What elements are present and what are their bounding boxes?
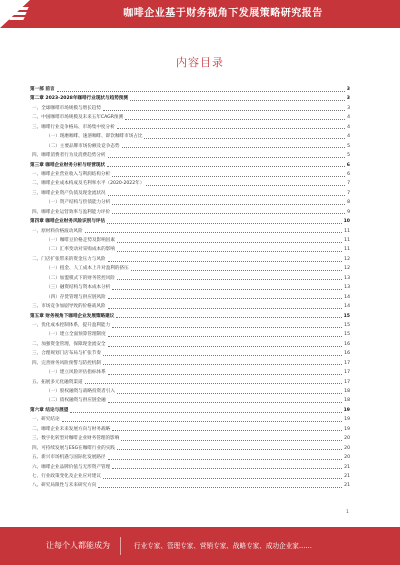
toc-entry-text: 三、咖啡行业竞争格局、市场集中度分析 [32,123,116,132]
toc-leader-dots [108,308,343,309]
toc-entry-text: 第四章 咖啡企业财务风险识别与评估 [30,217,106,226]
toc-leader-dots [125,119,345,120]
toc-leader-dots [112,289,342,290]
toc-entry[interactable] [30,321,350,330]
toc-entry[interactable] [30,453,350,462]
toc-entry-text: 三、数字化转型对咖啡企业财务管理的影响 [32,434,120,443]
toc-heading: 内容目录 [176,56,224,69]
toc-entry-page: 14 [344,294,350,300]
toc-leader-dots [112,327,342,328]
toc-entry[interactable] [30,359,350,368]
toc-entry[interactable] [30,340,350,349]
toc-entry-text: 第六章 结论与展望 [30,406,69,415]
toc-leader-dots [108,346,343,347]
toc-entry-page: 11 [344,247,350,253]
toc-leader-dots [103,478,342,479]
toc-entry[interactable] [30,415,350,424]
toc-entry[interactable] [30,387,350,396]
toc-entry-page: 5 [347,143,350,149]
toc-entry-page: 18 [344,389,350,394]
toc-leader-dots [108,336,342,337]
toc-entry-page: 15 [343,313,350,319]
toc-leader-dots [98,487,342,488]
toc-entry-text: （一）股权融资与战略投资者引入 [46,387,116,396]
toc-entry-page: 15 [344,322,350,328]
toc-entry[interactable] [30,123,350,132]
toc-entry[interactable] [30,189,350,198]
toc-entry-text: （二）加盟模式下的财务管控风险 [46,274,116,283]
toc-entry-page: 16 [344,351,350,357]
toc-entry-page: 6 [347,171,350,177]
header-banner [0,0,400,28]
toc-entry[interactable] [30,245,350,254]
toc-entry-text: 一、优化成本控制体系，提升盈利能力 [32,321,111,330]
toc-entry-text: 五、新兴市场机遇与国际化发展路径 [32,453,107,462]
toc-leader-dots [108,374,342,375]
toc-entry-page: 3 [346,87,350,92]
toc-entry-page: 19 [343,407,350,413]
toc-entry-text: 一、研究结论 [32,415,61,424]
toc-leader-dots [116,317,341,318]
toc-entry-text: 第三章 咖啡企业财务分析与经营现状 [30,161,106,170]
toc-entry-text: （一）资产结构与偿债能力分析 [46,198,111,207]
toc-entry-text: 四、完善财务风险预警与防控机制 [32,359,102,368]
toc-entry[interactable] [30,302,350,311]
toc-entry-text: （一）现磨咖啡、速溶咖啡、即饮咖啡市场占比 [46,132,143,141]
toc-entry-text: 四、可持续发展与ESG在咖啡行业的实践 [32,444,116,453]
toc-entry-text: 三、咖啡企业资产负债及现金流状况 [32,189,107,198]
toc-leader-dots [57,91,345,92]
toc-leader-dots [117,128,345,129]
toc-leader-dots [112,468,342,469]
toc-entry-page: 12 [344,256,350,262]
toc-entry-page: 21 [344,483,350,489]
toc-entry[interactable] [30,217,350,226]
toc-entry[interactable] [30,434,350,443]
toc-entry-text: 四、咖啡企业运营效率与盈利能力评价 [32,208,111,217]
toc-leader-dots [117,449,342,450]
footer-divider [120,537,121,555]
toc-entry[interactable] [30,208,350,217]
toc-leader-dots [112,176,345,177]
toc-leader-dots [85,232,343,233]
toc-leader-dots [70,412,341,413]
toc-entry[interactable] [30,444,350,453]
toc-entry[interactable] [30,312,350,321]
toc-entry-text: 七、行业政策变化及企业应对建议 [32,472,102,481]
toc-entry-text: 二、中国咖啡市场规模及未来五年CAGR预测 [32,113,124,122]
toc-entry-text: （四）存货管理与供应链风险 [46,293,107,302]
toc-entry[interactable] [30,425,350,434]
toc-entry-text: 一、全球咖啡市场规模与增长趋势 [32,104,102,113]
toc-entry-page: 5 [347,153,350,159]
toc-entry-page: 16 [344,341,350,347]
toc-entry-page: 20 [344,436,350,442]
toc-entry-text: 一、原材料价格波动风险 [32,227,84,236]
toc-entry-page: 17 [344,370,350,376]
toc-entry-page: 11 [344,238,350,243]
toc-leader-dots [108,195,346,196]
toc-entry[interactable] [30,396,350,405]
toc-leader-dots [117,251,342,252]
toc-entry[interactable] [30,330,350,339]
toc-entry-text: （一）咖啡豆价格走势及影响因素 [46,236,116,245]
footer-tagline: 行业专家、管理专家、营销专家、战略专家、成功企业家…… [134,542,313,550]
report-title: 咖啡企业基于财务视角下发展策略研究报告 [123,8,323,19]
toc-entry-text: 三、合理规划门店布局与扩张节奏 [32,349,102,358]
toc-entry[interactable] [30,236,350,245]
toc-entry[interactable] [30,406,350,415]
toc-entry-text: 四、咖啡消费者行为及消费趋势分析 [32,151,107,160]
toc-entry-text: 五、拓展多元化融资渠道 [32,378,84,387]
toc-leader-dots [103,110,345,111]
toc-entry-page: 21 [344,464,350,470]
toc-entry-page: 10 [343,219,350,225]
toc-entry-page: 18 [344,398,350,404]
footer-banner [0,527,400,565]
toc-entry[interactable] [30,161,350,170]
toc-entry[interactable] [30,113,350,122]
toc-entry[interactable] [30,104,350,113]
toc-leader-dots [85,383,343,384]
toc-entry-text: 六、咖啡企业品牌价值与无形资产管理 [32,463,111,472]
toc-entry-text: 八、研究局限性与未来研究方向 [32,481,97,490]
toc-entry-page: 4 [347,134,350,140]
toc-entry-text: 二、加强资金管理，保障现金流安全 [32,340,107,349]
toc-entry-page: 17 [344,360,350,366]
toc-leader-dots [108,261,343,262]
toc-entry[interactable] [30,283,350,292]
footer-brand: 让每个人都能成为 [46,541,110,550]
toc-entry[interactable] [30,274,350,283]
toc-entry[interactable] [30,463,350,472]
toc-entry[interactable] [30,94,350,103]
toc-entry[interactable] [30,85,350,94]
toc-entry-page: 21 [344,473,350,479]
toc-entry-text: （三）融资结构与资本成本分析 [46,283,111,292]
toc-entry[interactable] [30,255,350,264]
toc-entry-page: 20 [344,455,350,461]
toc-entry-text: （二）汇率变动对采购成本的影响 [46,245,116,254]
toc-entry-text: 第二章 2023-2028年咖啡行业现状与趋势预测 [30,94,129,103]
toc-entry-text: 二、咖啡企业成本构成及毛利率水平（2020-2022年） [32,179,145,188]
toc-entry-page: 7 [347,181,350,187]
toc-leader-dots [112,213,345,214]
toc-leader-dots [112,430,342,431]
toc-leader-dots [107,166,345,167]
toc-entry-text: 三、市场竞争加剧导致的价格战风险 [32,302,107,311]
toc-entry-page: 19 [344,417,350,423]
toc-leader-dots [108,298,342,299]
toc-entry-text: （一）建立全面预算管理制度 [46,330,107,339]
toc-entry-text: 第一部 前言 [30,85,56,94]
logo-icon [6,2,36,24]
toc-leader-dots [130,100,345,101]
toc-entry[interactable] [30,142,350,151]
toc-leader-dots [108,459,343,460]
toc-entry[interactable] [30,349,350,358]
toc-entry[interactable] [30,132,350,141]
toc-leader-dots [146,185,345,186]
toc-leader-dots [117,279,342,280]
toc-entry-page: 4 [347,115,350,121]
toc-entry-page: 19 [344,426,350,432]
toc-leader-dots [103,355,342,356]
toc-leader-dots [144,138,345,139]
toc-entry-page: 7 [347,190,350,196]
toc-entry-text: （二）主要品牌市场份额及竞争态势 [46,142,121,151]
toc-entry-page: 3 [347,105,350,111]
toc-entry[interactable] [30,472,350,481]
toc-leader-dots [62,421,343,422]
toc-entry[interactable] [30,481,350,490]
toc-entry[interactable] [30,378,350,387]
toc-entry-page: 20 [344,445,350,451]
toc-entry[interactable] [30,170,350,179]
toc-entry[interactable] [30,227,350,236]
toc-entry-page: 12 [344,266,350,272]
toc-leader-dots [117,242,342,243]
toc-entry-page: 17 [344,379,350,385]
toc-entry-page: 13 [344,275,350,281]
toc-leader-dots [122,147,346,148]
toc-leader-dots [108,402,342,403]
toc-entry-text: （一）租金、人工成本上升对盈利的挤压 [46,264,130,273]
toc-leader-dots [112,204,345,205]
toc-leader-dots [103,364,342,365]
table-of-contents [30,85,350,491]
toc-leader-dots [117,393,342,394]
toc-entry-text: 第五章 财务视角下咖啡企业发展策略建议 [30,312,115,321]
toc-entry-page: 15 [344,332,350,338]
toc-entry-page: 3 [346,96,350,102]
toc-entry-page: 13 [344,285,350,291]
toc-entry-page: 14 [344,304,350,310]
toc-entry-text: （一）建立风险评估指标体系 [46,368,107,377]
toc-entry-page: 4 [347,124,350,130]
toc-entry[interactable] [30,198,350,207]
page-number: 1 [346,510,349,515]
toc-entry[interactable] [30,264,350,273]
toc-entry-text: 二、咖啡企业未来发展方向与财务战略 [32,425,111,434]
toc-entry[interactable] [30,179,350,188]
toc-entry[interactable] [30,293,350,302]
toc-leader-dots [108,157,346,158]
toc-entry-page: 9 [347,209,350,215]
toc-leader-dots [131,270,342,271]
toc-leader-dots [121,440,342,441]
toc-entry-page: 8 [347,200,350,206]
toc-entry[interactable] [30,368,350,377]
toc-entry-text: 二、门店扩张带来的资金压力与风险 [32,255,107,264]
toc-entry-page: 6 [346,162,350,168]
toc-entry-text: 一、咖啡企业营业收入与利润结构分析 [32,170,111,179]
toc-entry-text: （二）债权融资与供应链金融 [46,396,107,405]
toc-entry-page: 11 [344,228,350,234]
toc-leader-dots [107,223,341,224]
toc-entry[interactable] [30,151,350,160]
